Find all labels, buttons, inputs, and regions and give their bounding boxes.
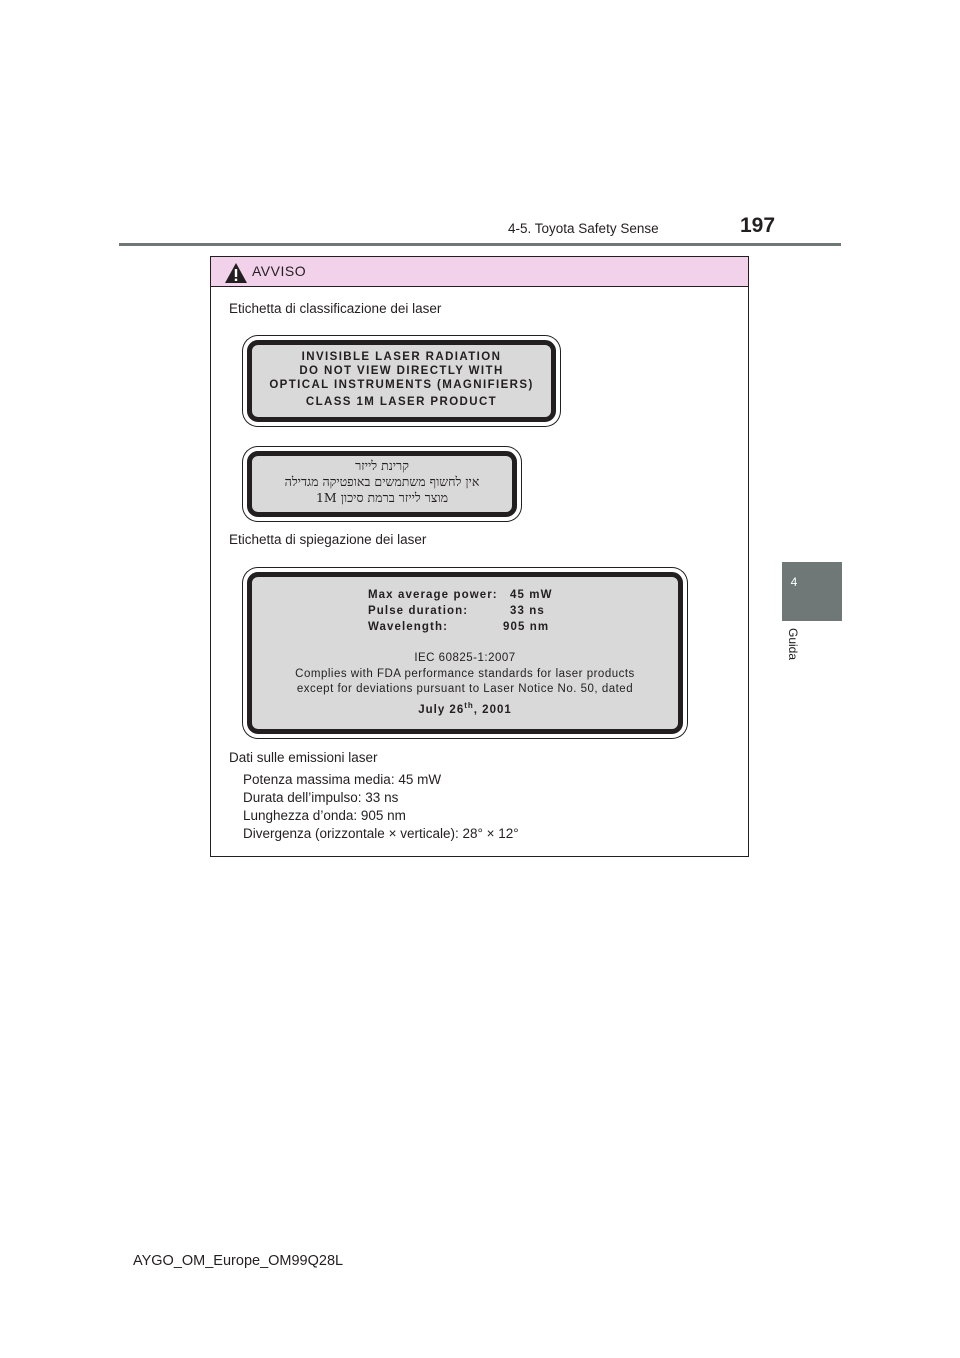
spec-name-wavelength: Wavelength: bbox=[368, 621, 449, 633]
laser-classification-label-he bbox=[247, 451, 517, 517]
label-he-line: מוצר לייזר ברמת סיכון 1M bbox=[315, 490, 449, 505]
spec-name-power: Max average power: bbox=[368, 589, 498, 601]
compliance-line: except for deviations pursuant to Laser Notice No. 50, dated bbox=[296, 683, 634, 695]
emission-power: Potenza massima media: 45 mW bbox=[243, 772, 442, 787]
label-en-line: CLASS 1M LASER PRODUCT bbox=[305, 396, 498, 408]
label-en-line: INVISIBLE LASER RADIATION bbox=[301, 351, 502, 363]
label-en-line: DO NOT VIEW DIRECTLY WITH bbox=[299, 365, 504, 377]
chapter-label: Guida bbox=[786, 628, 800, 661]
spec-value-power: 45 mW bbox=[510, 589, 553, 601]
spec-name-pulse: Pulse duration: bbox=[368, 605, 469, 617]
standard-reference: IEC 60825-1:2007 bbox=[414, 652, 516, 664]
laser-explanation-label bbox=[247, 572, 683, 734]
section-title: 4-5. Toyota Safety Sense bbox=[508, 221, 659, 236]
spec-value-pulse: 33 ns bbox=[510, 605, 545, 617]
document-id: AYGO_OM_Europe_OM99Q28L bbox=[133, 1253, 344, 1269]
page-number: 197 bbox=[740, 214, 776, 237]
emission-caption: Dati sulle emissioni laser bbox=[229, 750, 378, 765]
emission-pulse: Durata dell’impulso: 33 ns bbox=[243, 790, 399, 805]
compliance-line: Complies with FDA performance standards for laser products bbox=[295, 667, 635, 680]
warning-triangle-icon bbox=[224, 262, 248, 284]
chapter-number: 4 bbox=[790, 575, 798, 589]
label-he-line: אין לחשוף משתמשים באופטיקה מגדילה bbox=[284, 474, 480, 489]
label-en-line: OPTICAL INSTRUMENTS (MAGNIFIERS) bbox=[269, 379, 534, 391]
date-year: , 2001 bbox=[473, 703, 512, 716]
emission-divergence: Divergenza (orizzontale × verticale): 28° × 12° bbox=[243, 826, 519, 841]
compliance-date bbox=[252, 698, 678, 718]
explanation-caption: Etichetta di spiegazione dei laser bbox=[229, 532, 427, 547]
date-suffix: th bbox=[464, 700, 474, 710]
date-main: July 26 bbox=[418, 703, 465, 716]
warning-title: AVVISO bbox=[252, 263, 307, 279]
laser-classification-label-en bbox=[247, 340, 556, 422]
chapter-tab bbox=[782, 562, 842, 621]
header-rule bbox=[119, 243, 841, 246]
classification-caption: Etichetta di classificazione dei laser bbox=[229, 301, 442, 316]
emission-wavelength: Lunghezza d’onda: 905 nm bbox=[243, 808, 406, 823]
spec-value-wavelength: 905 nm bbox=[503, 621, 550, 633]
label-he-line: קרינת לייזר bbox=[355, 458, 409, 473]
